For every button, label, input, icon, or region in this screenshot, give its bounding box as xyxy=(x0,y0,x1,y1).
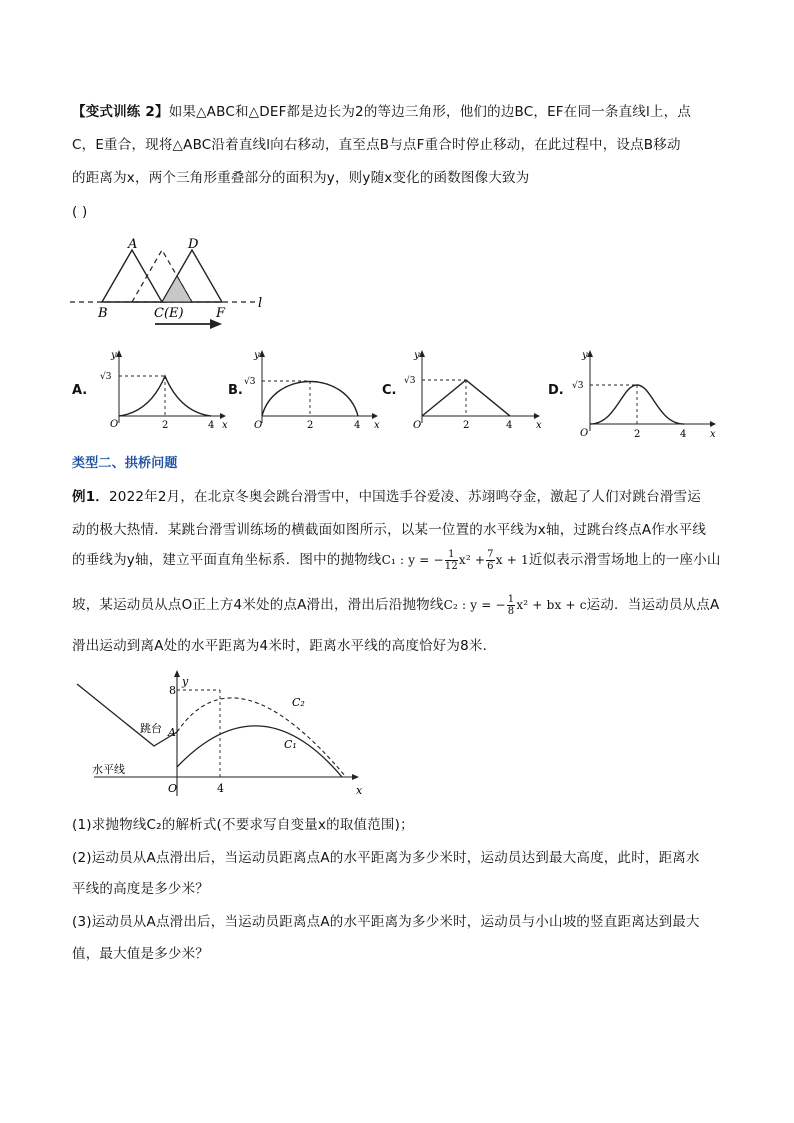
exercise-line-1 xyxy=(72,100,691,120)
x-label: x xyxy=(374,420,380,431)
sqrt3-mark: √3 xyxy=(244,377,256,387)
option-c-graph[interactable] xyxy=(398,348,543,433)
origin-label: O xyxy=(254,420,263,431)
tick-4: 4 xyxy=(354,420,361,431)
c1-equation-prefix: C₁ : y = − xyxy=(381,553,444,567)
c2-equation-post: x² + bx + c xyxy=(516,598,587,612)
option-b-graph[interactable] xyxy=(242,348,382,433)
curve-c1 xyxy=(177,726,342,777)
y-label: y xyxy=(582,350,588,361)
c2-fraction xyxy=(507,594,516,617)
frac-den: 12 xyxy=(444,560,458,572)
x-arrow xyxy=(534,413,540,419)
frac-num: 7 xyxy=(487,548,494,560)
origin-label: O xyxy=(580,428,589,439)
c1-label: C₁ xyxy=(284,738,297,751)
frac-den: 8 xyxy=(507,605,515,617)
example-text-4b: 运动．当运动员从点A xyxy=(586,597,720,613)
tick-2: 2 xyxy=(162,420,169,431)
section-heading: 类型二、拱桥问题 xyxy=(72,456,178,471)
slope-line xyxy=(77,684,177,746)
example-text-3a: 的垂线为y轴，建立平面直角坐标系．图中的抛物线 xyxy=(72,552,382,568)
sqrt3-mark: √3 xyxy=(100,372,112,382)
horizontal-label: 水平线 xyxy=(92,763,125,776)
option-d-letter[interactable]: D. xyxy=(548,383,564,398)
example-text-3b: 近似表示滑雪场地上的一座小山 xyxy=(528,552,721,568)
exercise-tag: 【变式训练 2】 xyxy=(72,104,169,120)
y-label: y xyxy=(254,350,260,361)
example-text-1: 2022年2月，在北京冬奥会跳台滑雪中，中国选手谷爱凌、苏翊鸣夺金，激起了人们对跳台滑雪运 xyxy=(109,489,701,505)
triangle-abc xyxy=(102,250,162,302)
platform-label: 跳台 xyxy=(140,722,162,735)
triangle-figure xyxy=(70,238,280,328)
tick-2: 2 xyxy=(634,429,641,440)
c1-fraction-2 xyxy=(486,549,495,572)
example-line-3 xyxy=(72,548,721,572)
c1-fraction-1 xyxy=(445,549,458,572)
x-arrow xyxy=(220,413,226,419)
example-line-4 xyxy=(72,593,719,617)
sqrt3-mark: √3 xyxy=(572,381,584,391)
x-label: x xyxy=(222,420,228,431)
example-line-1 xyxy=(72,485,701,505)
tick-8: 8 xyxy=(169,684,176,697)
origin-label: O xyxy=(110,419,119,430)
question-2: (2)运动员从A点滑出后，当运动员距离点A的水平距离为多少米时，运动员达到最大高度，此时，距离水 xyxy=(72,850,700,866)
origin-label: O xyxy=(413,420,422,431)
origin-label: O xyxy=(168,782,178,795)
x-arrow xyxy=(352,774,359,780)
option-a-letter[interactable]: A. xyxy=(72,383,88,398)
question-3-cont: 值，最大值是多少米？ xyxy=(72,946,209,962)
label-l: l xyxy=(258,296,263,311)
sqrt3-mark: √3 xyxy=(404,376,416,386)
exercise-line-3: 的距离为x，两个三角形重叠部分的面积为y，则y随x变化的函数图像大致为 xyxy=(72,170,530,186)
x-label: x xyxy=(356,784,363,797)
exercise-line-2: C，E重合，现将△ABC沿着直线l向右移动，直至点B与点F重合时停止移动，在此过程中，设点B移动 xyxy=(72,137,681,153)
y-label: y xyxy=(414,350,420,361)
frac-num: 1 xyxy=(507,593,515,605)
y-label: y xyxy=(182,675,189,688)
c2-label: C₂ xyxy=(292,696,305,709)
curve-c2 xyxy=(177,698,346,777)
label-a: A xyxy=(128,237,138,252)
answer-bracket: ( ) xyxy=(72,204,88,220)
c2-equation-prefix: C₂ : y = − xyxy=(443,598,506,612)
y-arrow xyxy=(587,350,593,357)
ski-jump-figure xyxy=(72,668,372,808)
curve xyxy=(262,382,358,417)
question-2-cont: 平线的高度是多少米？ xyxy=(72,881,209,897)
tick-2: 2 xyxy=(307,420,314,431)
y-arrow xyxy=(259,350,265,357)
overlap-region xyxy=(162,276,192,302)
example-label: 例1． xyxy=(72,489,109,505)
label-d: D xyxy=(188,237,199,252)
y-label: y xyxy=(111,350,117,361)
frac-den: 6 xyxy=(487,560,494,572)
point-a-label: A xyxy=(168,726,176,739)
tick-4: 4 xyxy=(217,782,224,795)
question-1: (1)求抛物线C₂的解析式(不要求写自变量x的取值范围)； xyxy=(72,817,414,833)
tick-4: 4 xyxy=(208,420,215,431)
option-c-letter[interactable]: C. xyxy=(382,383,397,398)
frac-num: 1 xyxy=(445,549,458,561)
example-line-5: 滑出运动到离A处的水平距离为4米时，距离水平线的高度恰好为8米． xyxy=(72,638,497,654)
y-arrow xyxy=(419,350,425,357)
y-arrow xyxy=(116,350,122,357)
option-a-graph[interactable] xyxy=(92,348,227,433)
x-label: x xyxy=(536,420,542,431)
x-arrow xyxy=(710,421,716,427)
c1-equation-mid: x² + xyxy=(458,553,486,567)
x-label: x xyxy=(710,429,716,440)
c1-equation-post: x + 1 xyxy=(495,553,529,567)
tick-4: 4 xyxy=(680,429,687,440)
exercise-text-1: 如果△ABC和△DEF都是边长为2的等边三角形，他们的边BC，EF在同一条直线l上，点 xyxy=(168,104,692,120)
label-ce: C(E) xyxy=(154,306,184,321)
example-text-4a: 坡，某运动员从点O正上方4米处的点A滑出，滑出后沿抛物线 xyxy=(72,597,444,613)
label-f: F xyxy=(216,306,226,321)
example-line-2: 动的极大热情．某跳台滑雪训练场的横截面如图所示，以某一位置的水平线为x轴，过跳台终点A作水平线 xyxy=(72,522,707,538)
x-arrow xyxy=(372,413,378,419)
tick-4: 4 xyxy=(506,420,513,431)
option-b-letter[interactable]: B. xyxy=(228,383,243,398)
option-d-graph[interactable] xyxy=(568,348,720,440)
label-b: B xyxy=(98,306,108,321)
y-arrow xyxy=(174,670,180,677)
question-3: (3)运动员从A点滑出后，当运动员距离点A的水平距离为多少米时，运动员与小山坡的竖直距离达到最大 xyxy=(72,914,700,930)
tick-2: 2 xyxy=(463,420,470,431)
